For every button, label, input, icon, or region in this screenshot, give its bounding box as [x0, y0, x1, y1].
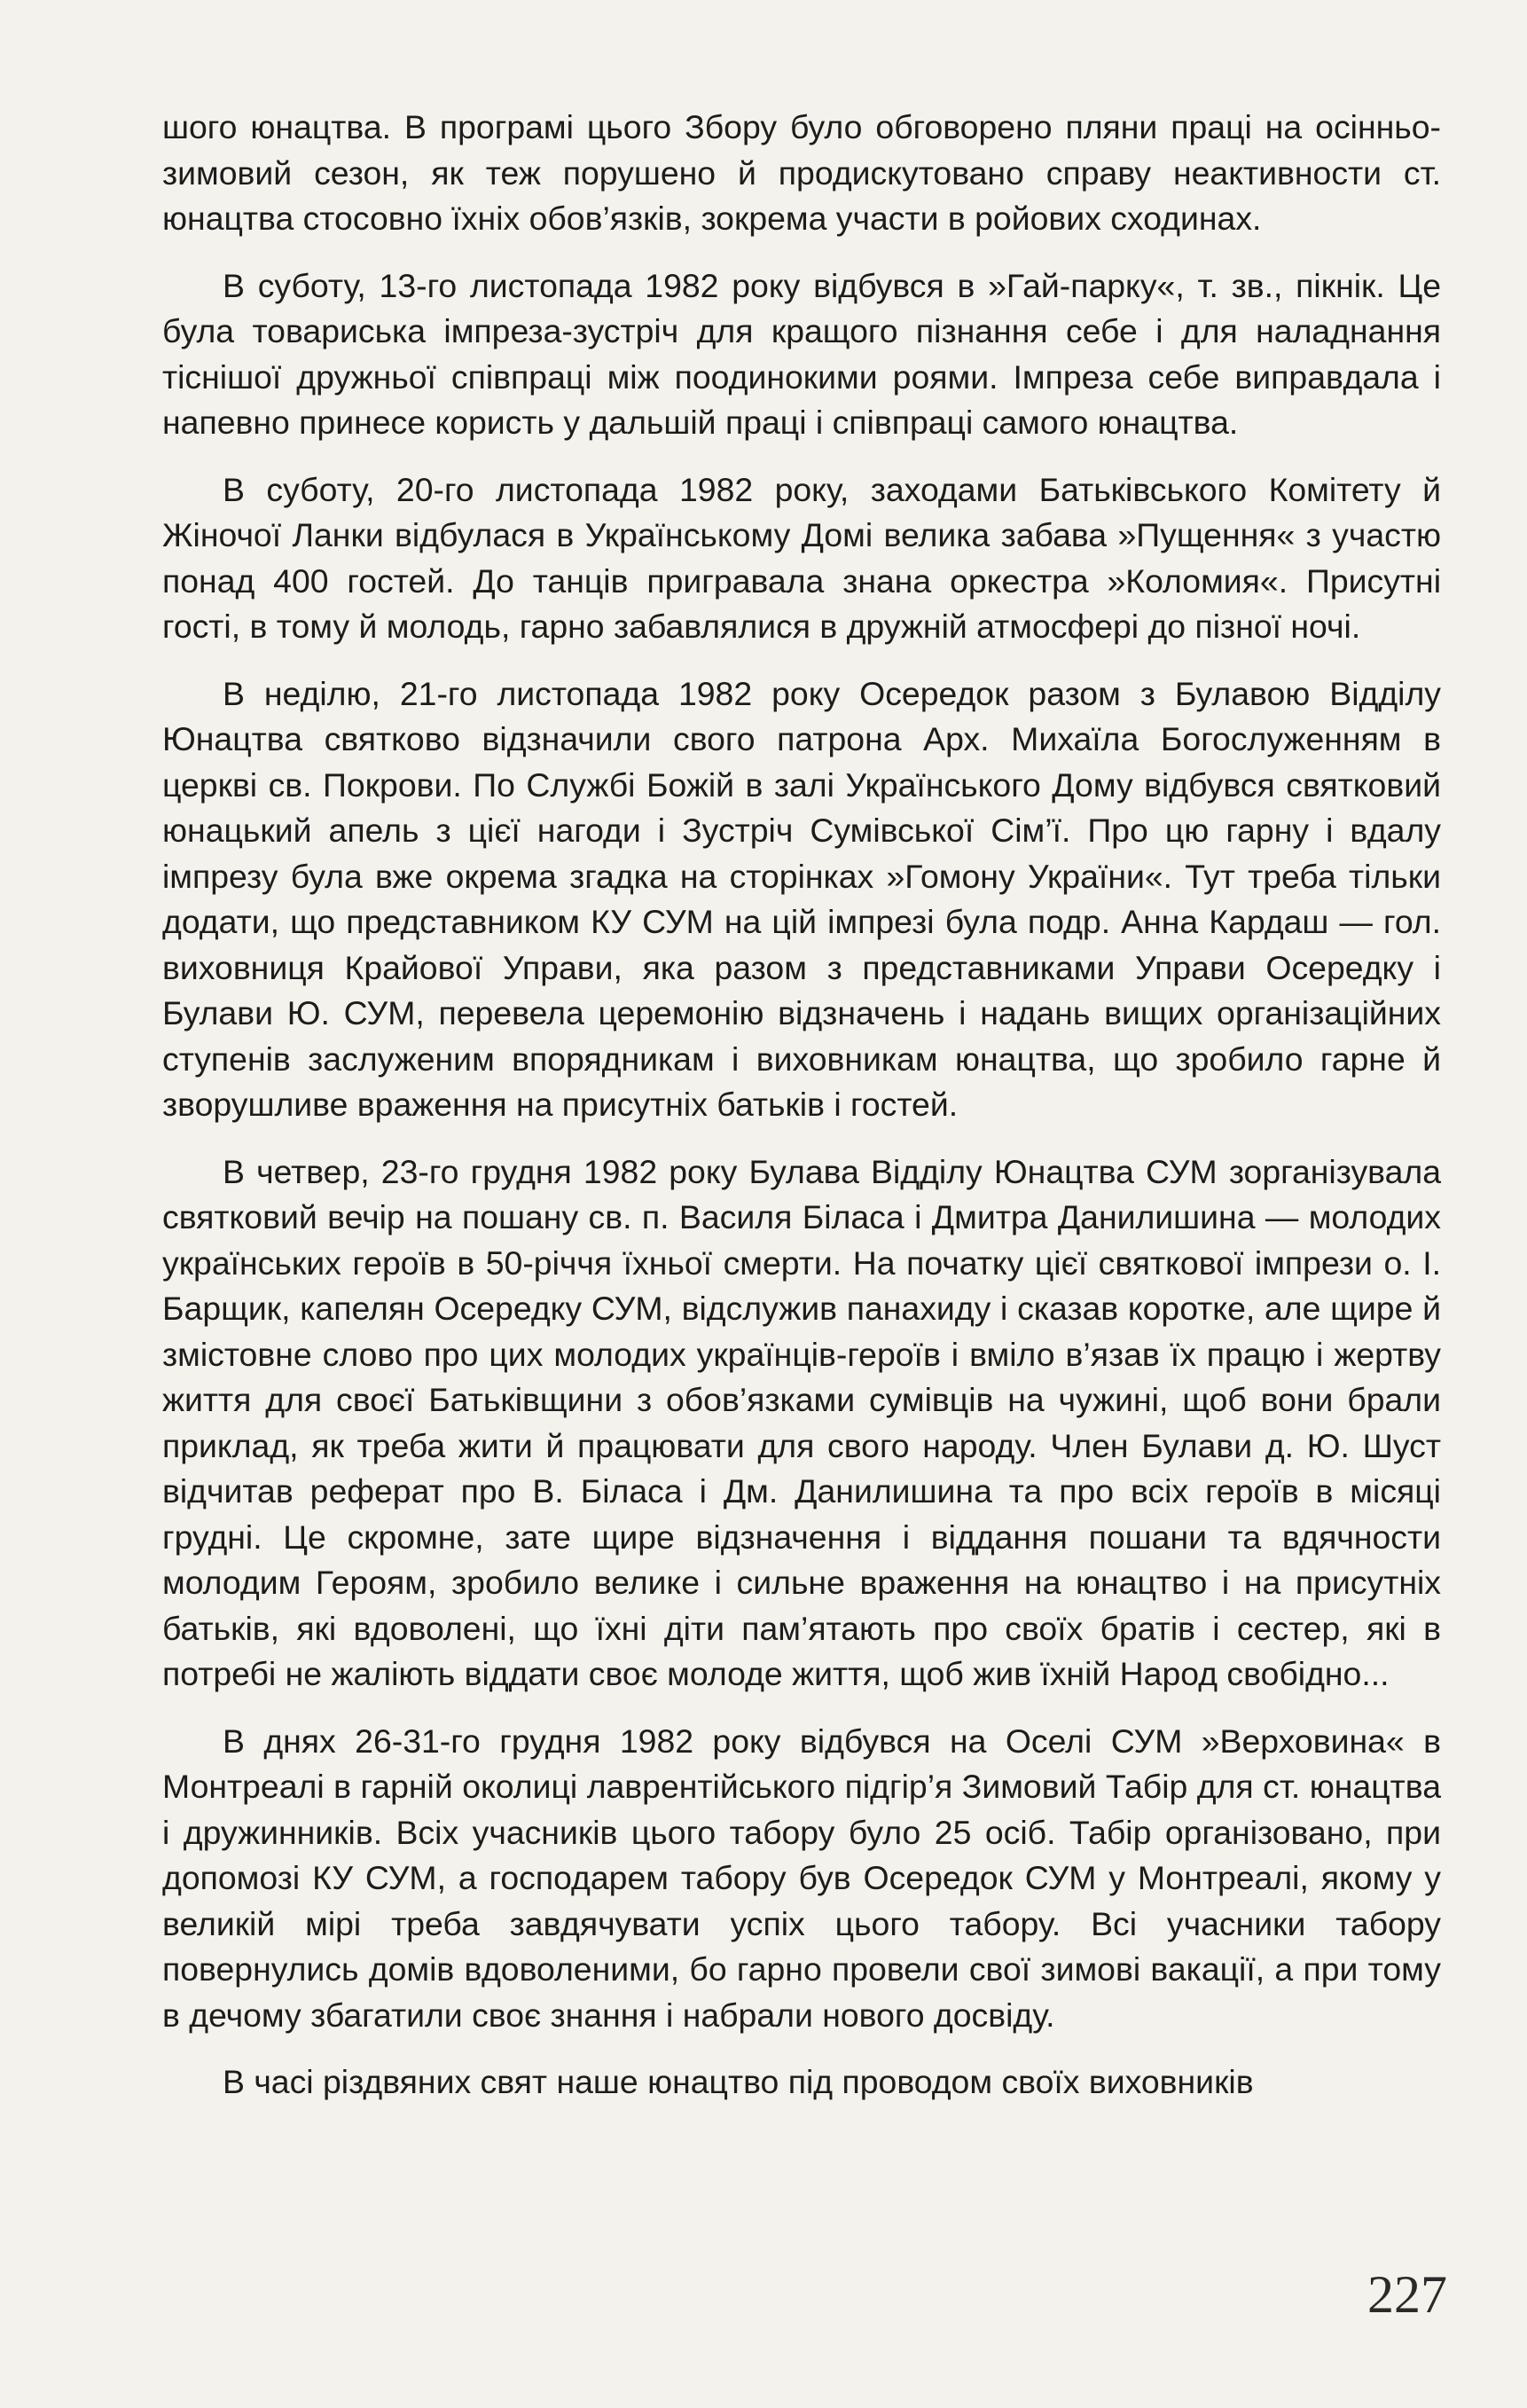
page-number: 227: [1367, 2265, 1447, 2324]
paragraph-7: В часі різдвяних свят наше юнацтво під проводом своїх виховників: [223, 2063, 1254, 2100]
paragraph-1: шого юнацтва. В програмі цього Збору було обговорено пляни праці на осінньо-зимовий сезон, як теж порушено й продискутовано справу неактивности ст. юнацтва стосовно їхніх обов’язків, зокрема участи в ройових сходинах.: [162, 108, 1441, 237]
paragraph-2: В суботу, 13-го листопада 1982 року відбувся в »Гай-парку«, т. зв., пікнік. Це була товариська імпреза-зустріч для кращого пізнання себе і для наладнання тіснішої дружньої співпраці між поодинокими роями. Імпреза себе виправдала і напевно принесе користь у дальшій праці і співпраці самого юнацтва.: [162, 266, 1441, 441]
paragraph-5: В четвер, 23-го грудня 1982 року Булава Відділу Юнацтва СУМ зорганізувала святковий вечір на пошану св. п. Василя Біласа і Дмитра Данилишина — молодих українських героїв в 50-річчя їхньої смерти. На початку цієї святкової імпрези о. І. Барщик, капелян Осередку СУМ, відслужив панахиду і сказав коротке, але щире й змістовне слово про цих молодих українців-героїв і вміло в’язав їх працю і жертву життя для своєї Батьківщини з обов’язками сумівців на чужині, щоб вони брали приклад, як треба жити й працювати для свого народу. Член Булави д. Ю. Шуст відчитав реферат про В. Біласа і Дм. Данилишина та про всіх героїв в місяці грудні. Це скромне, зате щире відзначення і віддання пошани та вдячности молодим Героям, зробило велике і сильне враження на юнацтво і на присутніх батьків, які вдоволені, що їхні діти пам’ятають про своїх братів і сестер, які в потребі не жаліють віддати своє молоде життя, щоб жив їхній Народ свобідно...: [162, 1152, 1441, 1692]
page-text-column: [162, 105, 1441, 2127]
paragraph-3: В суботу, 20-го листопада 1982 року, заходами Батьківського Комітету й Жіночої Ланки відбулася в Українському Домі велика забава »Пущення« з участю понад 400 гостей. До танців пригравала знана оркестра »Коломия«. Присутні гості, в тому й молодь, гарно забавлялися в дружній атмосфері до пізної ночі.: [162, 470, 1441, 645]
paragraph-4: В неділю, 21-го листопада 1982 року Осередок разом з Булавою Відділу Юнацтва святково відзначили свого патрона Арх. Михаїла Богослуженням в церкві св. Покрови. По Службі Божій в залі Українського Дому відбувся святковий юнацький апель з цієї нагоди і Зустріч Сумівської Сім’ї. Про цю гарну і вдалу імпрезу була вже окрема згадка на сторінках »Гомону України«. Тут треба тільки додати, що представником КУ СУМ на цій імпрезі була подр. Анна Кардаш — гол. виховниця Крайової Управи, яка разом з представниками Управи Осередку і Булави Ю. СУМ, перевела церемонію відзначень і надань вищих організаційних ступенів заслуженим впорядникам і виховникам юнацтва, що зробило гарне й зворушливе враження на присутніх батьків і гостей.: [162, 674, 1441, 1123]
paragraph-6: В днях 26-31-го грудня 1982 року відбувся на Оселі СУМ »Верховина« в Монтреалі в гарній околиці лаврентійського підгір’я Зимовий Табір для ст. юнацтва і дружинників. Всіх учасників цього табору було 25 осіб. Табір організовано, при допомозі КУ СУМ, а господарем табору був Осередок СУМ у Монтреалі, якому у великій мірі треба завдячувати успіх цього табору. Всі учасники табору повернулись домів вдоволеними, бо гарно провели свої зимові вакації, а при тому в дечому збагатили своє знання і набрали нового досвіду.: [162, 1722, 1441, 2034]
